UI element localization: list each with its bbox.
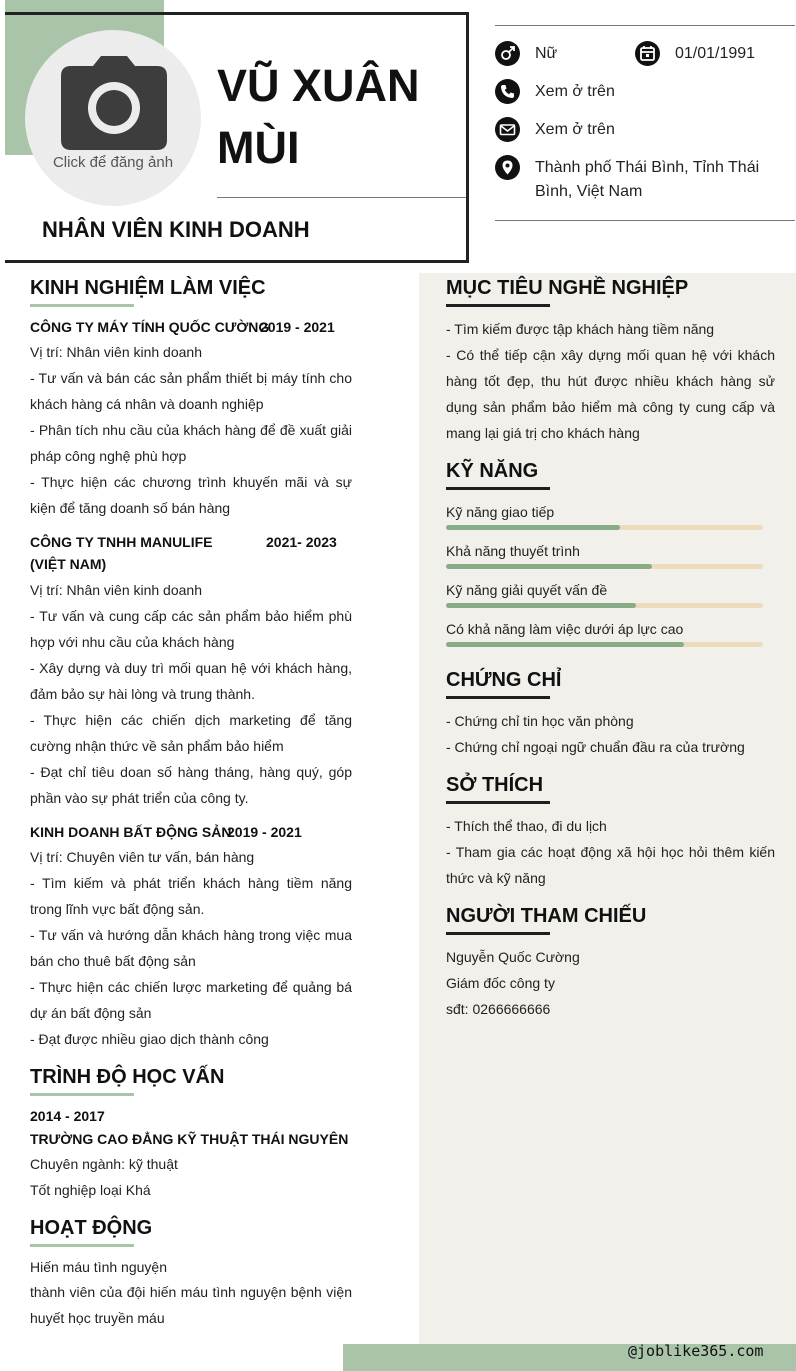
address-value: Thành phố Thái Bình, Tỉnh Thái Bình, Việt Nam <box>535 159 760 200</box>
job-3-company: KINH DOANH BẤT ĐỘNG SẢN <box>30 824 232 840</box>
job-2-line-4: - Đạt chỉ tiêu doan số hàng tháng, hàng quý, góp phần vào sự phát triển của công ty. <box>30 764 352 806</box>
certificates-underline <box>446 696 550 699</box>
avatar-upload[interactable] <box>25 30 201 206</box>
objective-heading: MỤC TIÊU NGHỀ NGHIỆP <box>446 277 689 299</box>
skill-3-fill <box>446 603 636 608</box>
objective-line-2: - Có thể tiếp cận xây dựng mối quan hệ với khách hàng tốt đẹp, thu hút được nhiều khách hàng sử dụng sản phẩm bảo hiểm mà công ty cung cấp và mang lại giá trị cho khách hàng <box>446 347 775 441</box>
reference-name: Nguyễn Quốc Cường <box>446 949 580 965</box>
activity-desc: thành viên của đội hiến máu tình nguyện bệnh viện huyết học truyền máu <box>30 1284 352 1326</box>
education-school: TRƯỜNG CAO ĐẲNG KỸ THUẬT THÁI NGUYÊN <box>30 1131 349 1147</box>
email-icon <box>495 117 520 142</box>
reference-phone: sđt: 0266666666 <box>446 1001 551 1017</box>
certificates-heading: CHỨNG CHỈ <box>446 669 562 691</box>
activities-underline <box>30 1244 134 1247</box>
skill-2-bar <box>446 564 763 569</box>
info-top-divider <box>495 25 795 26</box>
job-1-period: 2019 - 2021 <box>260 319 335 335</box>
job-3-line-4: - Đạt được nhiều giao dịch thành công <box>30 1031 269 1047</box>
hobby-1: - Thích thể thao, đi du lịch <box>446 818 607 834</box>
gender-value: Nữ <box>535 45 558 62</box>
job-3-line-3: - Thực hiện các chiến lược marketing để quảng bá dự án bất động sản <box>30 979 352 1021</box>
skills-underline <box>446 487 550 490</box>
reference-role: Giám đốc công ty <box>446 975 555 991</box>
job-title: NHÂN VIÊN KINH DOANH <box>42 217 310 242</box>
footer-watermark: @joblike365.com <box>628 1342 764 1360</box>
experience-underline <box>30 304 134 307</box>
skill-2-fill <box>446 564 652 569</box>
activities-heading: HOẠT ĐỘNG <box>30 1217 153 1239</box>
skill-4-name: Có khả năng làm việc dưới áp lực cao <box>446 621 684 637</box>
job-1-line-3: - Thực hiện các chương trình khuyến mãi và sự kiện để tăng doanh số bán hàng <box>30 474 352 516</box>
skills-heading: KỸ NĂNG <box>446 460 539 482</box>
job-2-line-2: - Xây dựng và duy trì mối quan hệ với khách hàng, đảm bảo sự hài lòng và trung thành. <box>30 660 352 702</box>
education-heading: TRÌNH ĐỘ HỌC VẤN <box>30 1066 225 1088</box>
certificate-1: - Chứng chỉ tin học văn phòng <box>446 713 634 729</box>
hobbies-underline <box>446 801 550 804</box>
job-2-company: CÔNG TY TNHH MANULIFE (VIỆT NAM) <box>30 534 213 572</box>
reference-heading: NGƯỜI THAM CHIẾU <box>446 905 647 927</box>
activity-name: Hiến máu tình nguyện <box>30 1259 167 1275</box>
skill-3-bar <box>446 603 763 608</box>
job-2-line-1: - Tư vấn và cung cấp các sản phẩm bảo hiểm phù hợp với nhu cầu của khách hàng <box>30 608 352 650</box>
camera-icon <box>61 56 167 150</box>
hobbies-heading: SỞ THÍCH <box>446 774 544 796</box>
avatar-hint: Click để đăng ảnh <box>52 154 174 171</box>
candidate-name: VŨ XUÂN MÙI <box>217 60 420 173</box>
name-divider <box>217 197 466 198</box>
objective-line-1: - Tìm kiếm được tập khách hàng tiềm năng <box>446 321 715 337</box>
skill-1-bar <box>446 525 763 530</box>
education-grade: Tốt nghiệp loại Khá <box>30 1182 151 1198</box>
skill-4-bar <box>446 642 763 647</box>
location-icon <box>495 155 520 180</box>
skill-3-name: Kỹ năng giải quyết vấn đề <box>446 582 608 598</box>
job-1-company: CÔNG TY MÁY TÍNH QUỐC CƯỜNG <box>30 319 270 335</box>
job-2-period: 2021- 2023 <box>266 534 337 550</box>
info-bottom-divider <box>495 220 795 221</box>
job-2-line-3: - Thực hiện các chiến dịch marketing để tăng cường nhận thức về sản phẩm bảo hiểm <box>30 712 352 754</box>
education-underline <box>30 1093 134 1096</box>
education-period: 2014 - 2017 <box>30 1108 105 1124</box>
job-3-line-2: - Tư vấn và hướng dẫn khách hàng trong việc mua bán cho thuê bất động sản <box>30 927 352 969</box>
skill-1-name: Kỹ năng giao tiếp <box>446 504 555 520</box>
job-2-position: Vị trí: Nhân viên kinh doanh <box>30 582 202 598</box>
education-major: Chuyên ngành: kỹ thuật <box>30 1156 178 1172</box>
gender-icon <box>495 41 520 66</box>
job-3-position: Vị trí: Chuyên viên tư vấn, bán hàng <box>30 849 255 865</box>
job-3-line-1: - Tìm kiếm và phát triển khách hàng tiềm năng trong lĩnh vực bất động sản. <box>30 875 352 917</box>
skill-2-name: Khả năng thuyết trình <box>446 543 580 559</box>
birthday-value: 01/01/1991 <box>675 45 756 62</box>
job-1-line-2: - Phân tích nhu cầu của khách hàng để đề xuất giải pháp công nghệ phù hợp <box>30 422 352 464</box>
experience-heading: KINH NGHIỆM LÀM VIỆC <box>30 277 266 299</box>
calendar-icon <box>635 41 660 66</box>
skill-1-fill <box>446 525 620 530</box>
skill-4-fill <box>446 642 684 647</box>
job-1-position: Vị trí: Nhân viên kinh doanh <box>30 344 202 360</box>
hobby-2: - Tham gia các hoạt động xã hội học hỏi thêm kiến thức và kỹ năng <box>446 844 775 886</box>
email-value: Xem ở trên <box>535 121 615 138</box>
certificate-2: - Chứng chỉ ngoại ngữ chuẩn đầu ra của trường <box>446 739 745 755</box>
phone-value: Xem ở trên <box>535 83 615 100</box>
job-3-period: 2019 - 2021 <box>227 824 302 840</box>
reference-underline <box>446 932 550 935</box>
objective-underline <box>446 304 550 307</box>
phone-icon <box>495 79 520 104</box>
job-1-line-1: - Tư vấn và bán các sản phẩm thiết bị máy tính cho khách hàng cá nhân và doanh nghiệp <box>30 370 352 412</box>
